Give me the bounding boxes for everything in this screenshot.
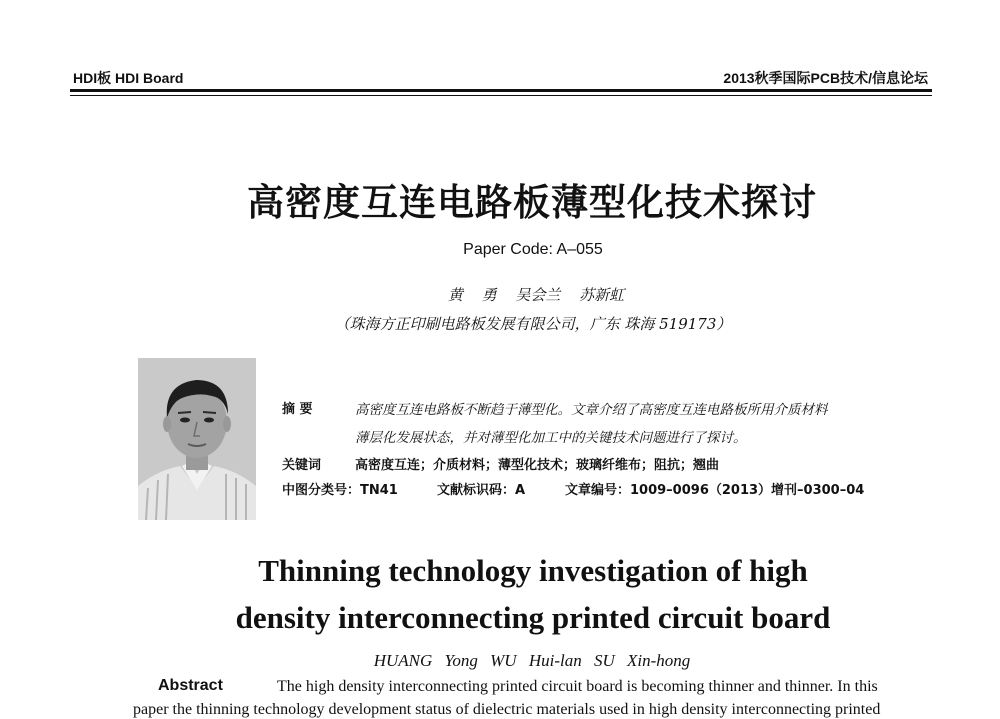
abstract-text-english-line2: paper the thinning technology development status of dielectric materials used in high density interconnecting printed [133,701,881,718]
header-rule-thin [70,95,932,96]
paper-title-english-line2: density interconnecting printed circuit board [235,600,831,635]
author-photo [138,358,256,520]
keywords-text: 高密度互连；介质材料；薄型化技术；玻璃纤维布；阻抗；翘曲 [355,458,720,473]
document-code: 文献标识码：A [437,483,526,498]
paper-title-chinese: 高密度互连电路板薄型化技术探讨 [247,181,817,224]
header-rule-thick [70,89,932,92]
running-header-right: 2013秋季国际PCB技术/信息论坛 [723,70,928,86]
abstract-label-english: Abstract [158,677,223,694]
paper-title-english-line1: Thinning technology investigation of high [258,553,808,588]
abstract-text-chinese-line1: 高密度互连电路板不断趋于薄型化。文章介绍了高密度互连电路板所用介质材料 [355,402,828,418]
authors-english: HUANG Yong WU Hui-lan SU Xin-hong [373,651,691,670]
affiliation-chinese: （珠海方正印刷电路板发展有限公司，广东 珠海 519173） [334,315,732,333]
authors-chinese: 黄 勇 吴会兰 苏新虹 [447,286,625,304]
paper-code: Paper Code: A–055 [463,241,603,258]
keywords-label: 关键词 [282,458,322,473]
abstract-text-english-line1: The high density interconnecting printed circuit board is becoming thinner and thinner. In this [277,678,878,695]
running-header-left: HDI板 HDI Board [73,70,184,86]
article-number: 文章编号：1009–0096（2013）增刊–0300–04 [565,483,865,498]
classification-number: 中图分类号：TN41 [282,483,398,498]
abstract-label-chinese: 摘 要 [282,402,313,417]
abstract-text-chinese-line2: 薄层化发展状态，并对薄型化加工中的关键技术问题进行了探讨。 [355,430,747,446]
